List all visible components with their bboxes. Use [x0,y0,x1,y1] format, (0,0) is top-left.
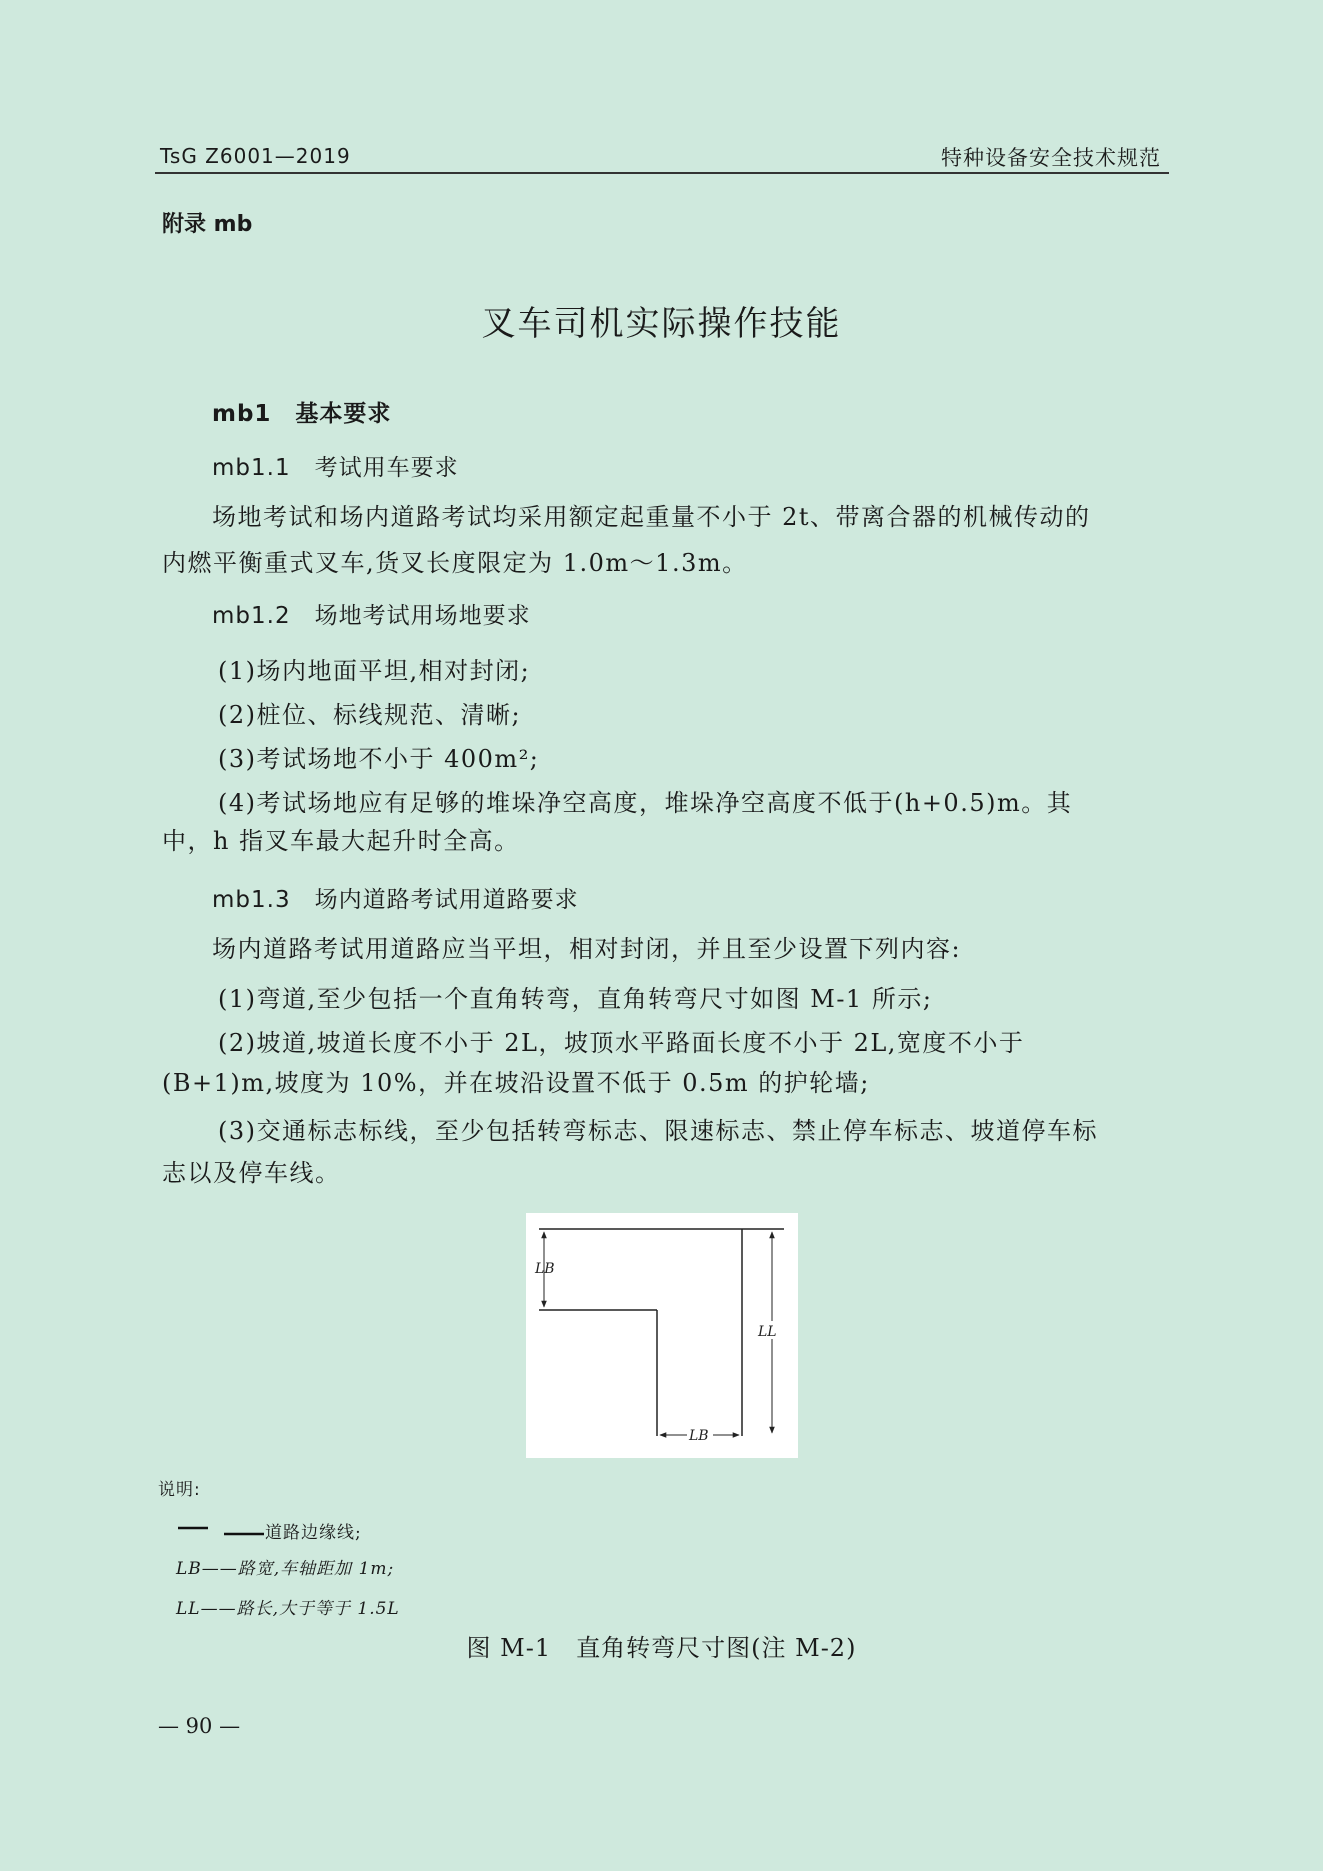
figure-caption: 图 M-1 直角转弯尺寸图(注 M-2) [466,1634,857,1662]
section-heading-mb1-3: mb1.3 场内道路考试用道路要求 [212,887,579,913]
figure-right-angle-turn [526,1213,798,1458]
list-item-continuation: 志以及停车线。 [162,1159,341,1187]
header-code: TsG Z6001—2019 [160,144,351,168]
paragraph-line: 内燃平衡重式叉车,货叉长度限定为 1.0m～1.3m。 [162,549,748,577]
list-item-continuation: (B+1)m,坡度为 10%，并在坡沿设置不低于 0.5m 的护轮墙; [162,1069,870,1097]
list-item: (1)场内地面平坦,相对封闭; [218,657,531,685]
legend-title: 说明: [158,1480,201,1500]
header-title: 特种设备安全技术规范 [941,146,1161,170]
list-item: (4)考试场地应有足够的堆垛净空高度，堆垛净空高度不低于(h+0.5)m。其 [218,789,1073,817]
list-item: (2)桩位、标线规范、清晰; [218,701,522,729]
section-heading-mb1: mb1 基本要求 [212,401,392,427]
list-item: (2)坡道,坡道长度不小于 2L，坡顶水平路面长度不小于 2L,宽度不小于 [218,1029,1025,1057]
legend-line-sample [176,1515,266,1539]
list-item-continuation: 中，h 指叉车最大起升时全高。 [162,827,520,855]
list-item: (3)考试场地不小于 400m²; [218,745,540,773]
appendix-label: 附录 mb [162,212,253,237]
legend-item-ll: LL——路长,大于等于 1.5L [176,1599,400,1619]
page-title: 叉车司机实际操作技能 [481,304,842,344]
section-heading-mb1-1: mb1.1 考试用车要求 [212,455,459,481]
dimension-label-lb-bottom: LB [689,1428,709,1444]
dimension-label-lb-left: LB [535,1261,555,1277]
page-number: — 90 — [158,1714,241,1738]
header-divider [155,172,1169,174]
list-item: (3)交通标志标线，至少包括转弯标志、限速标志、禁止停车标志、坡道停车标 [218,1117,1098,1145]
paragraph-line: 场地考试和场内道路考试均采用额定起重量不小于 2t、带离合器的机械传动的 [212,503,1091,531]
legend-item-road-edge: 道路边缘线; [265,1523,362,1543]
paragraph-line: 场内道路考试用道路应当平坦，相对封闭，并且至少设置下列内容: [212,935,962,963]
list-item: (1)弯道,至少包括一个直角转弯，直角转弯尺寸如图 M-1 所示; [218,985,933,1013]
section-heading-mb1-2: mb1.2 场地考试用场地要求 [212,603,531,629]
dimension-label-ll: LL [758,1324,777,1340]
figure-diagram [526,1213,798,1458]
legend-item-lb: LB——路宽,车轴距加 1m; [176,1559,395,1579]
